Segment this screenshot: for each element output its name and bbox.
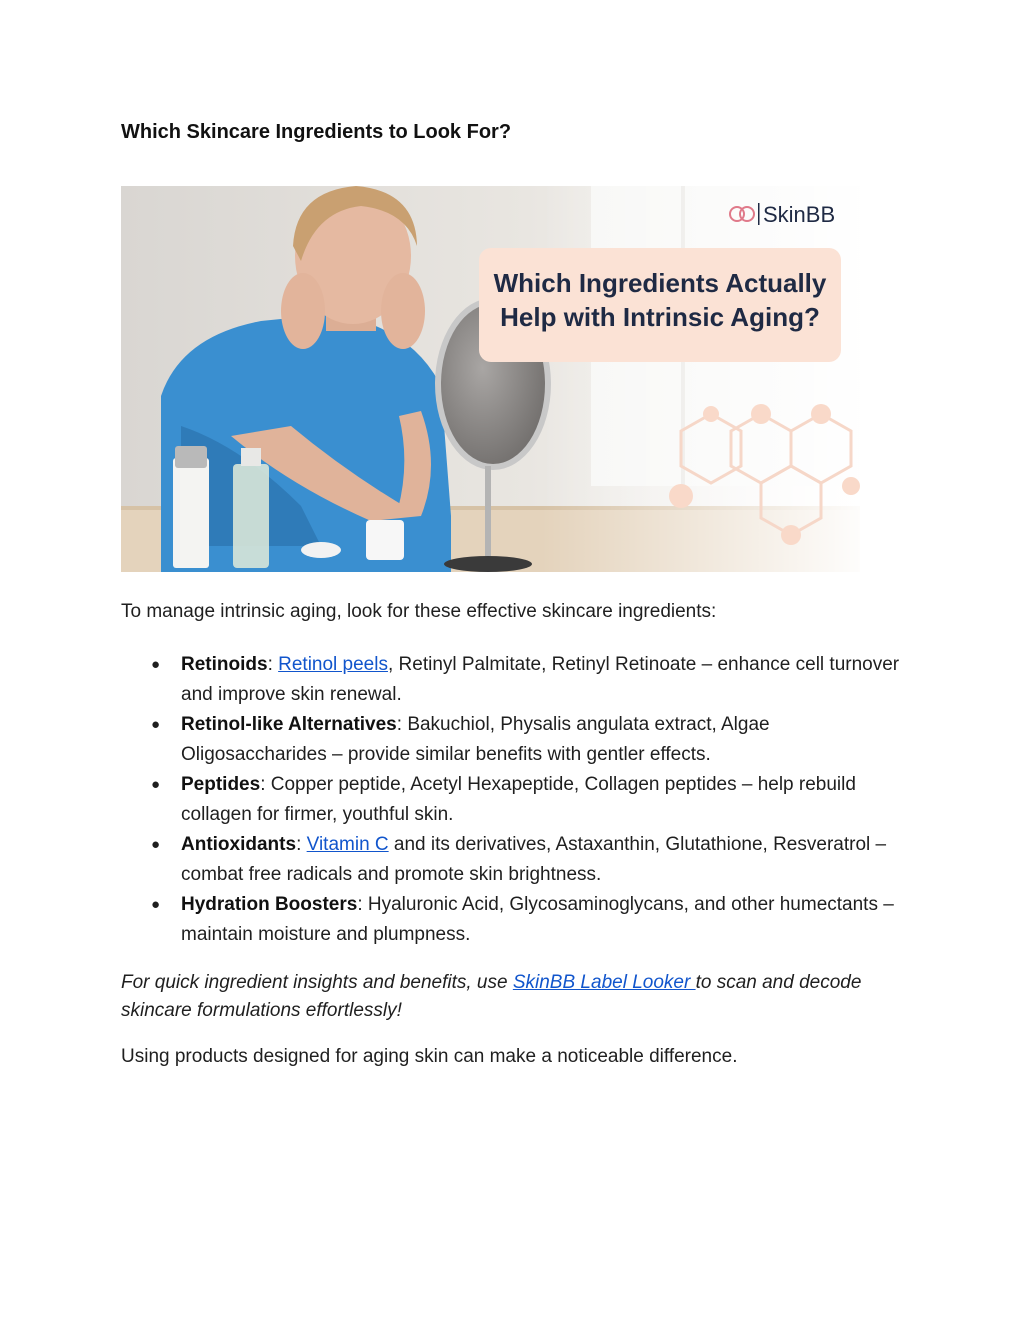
list-item-term: Antioxidants [181,834,297,855]
banner-brand: SkinBB [763,202,836,227]
banner-headline-line2: Help with Intrinsic Aging? [500,302,820,332]
bullet-icon: ● [151,656,161,673]
list-item-separator: : [357,894,368,915]
note-text-before: For quick ingredient insights and benefits, use [121,972,513,993]
section-heading: Which Skincare Ingredients to Look For? [121,121,512,143]
bullet-icon: ● [151,836,161,853]
list-item-term: Retinoids [181,654,268,675]
list-item-text: , Retinyl Palmitate, Retinyl Retinoate – enhance cell turnover and improve skin renewal. [181,654,900,705]
list-item-retinoids [121,650,911,710]
bullet-icon: ● [151,716,161,733]
banner-illustration [121,186,860,572]
list-item-retinol-alternatives [121,710,911,770]
list-item-hydration-boosters [121,890,911,950]
bullet-icon: ● [151,776,161,793]
bullet-icon: ● [151,896,161,913]
retinol-peels-link[interactable]: Retinol peels [278,654,388,675]
banner-headline-line1: Which Ingredients Actually [493,268,827,298]
list-item-antioxidants [121,830,911,890]
list-item-term: Peptides [181,774,261,795]
vitamin-c-link[interactable]: Vitamin C [306,834,389,855]
note-text-after: to scan and decode skincare formulations effortlessly! [121,972,862,1021]
list-item-text: Copper peptide, Acetyl Hexapeptide, Collagen peptides – help rebuild collagen for firmer, youthful skin. [181,774,856,825]
list-item-text: and its derivatives, Astaxanthin, Glutathione, Resveratrol – combat free radicals and promote skin brightness. [181,834,887,885]
label-looker-note [121,969,911,1025]
closing-paragraph: Using products designed for aging skin can make a noticeable difference. [121,1046,738,1067]
list-item-peptides [121,770,911,830]
intro-paragraph: To manage intrinsic aging, look for these effective skincare ingredients: [121,601,717,622]
list-item-term: Hydration Boosters [181,894,358,915]
ingredient-list [121,650,911,950]
banner-image [121,186,860,572]
list-item-text: Bakuchiol, Physalis angulata extract, Algae Oligosaccharides – provide similar benefits with gentler effects. [181,714,770,765]
list-item-text: Hyaluronic Acid, Glycosaminoglycans, and other humectants – maintain moisture and plumpness. [181,894,894,945]
list-item-separator: : [267,654,279,675]
list-item-term: Retinol-like Alternatives [181,714,397,735]
list-item-separator: : [296,834,307,855]
list-item-separator: : [396,714,408,735]
label-looker-link[interactable]: SkinBB Label Looker [512,972,696,993]
list-item-separator: : [260,774,271,795]
